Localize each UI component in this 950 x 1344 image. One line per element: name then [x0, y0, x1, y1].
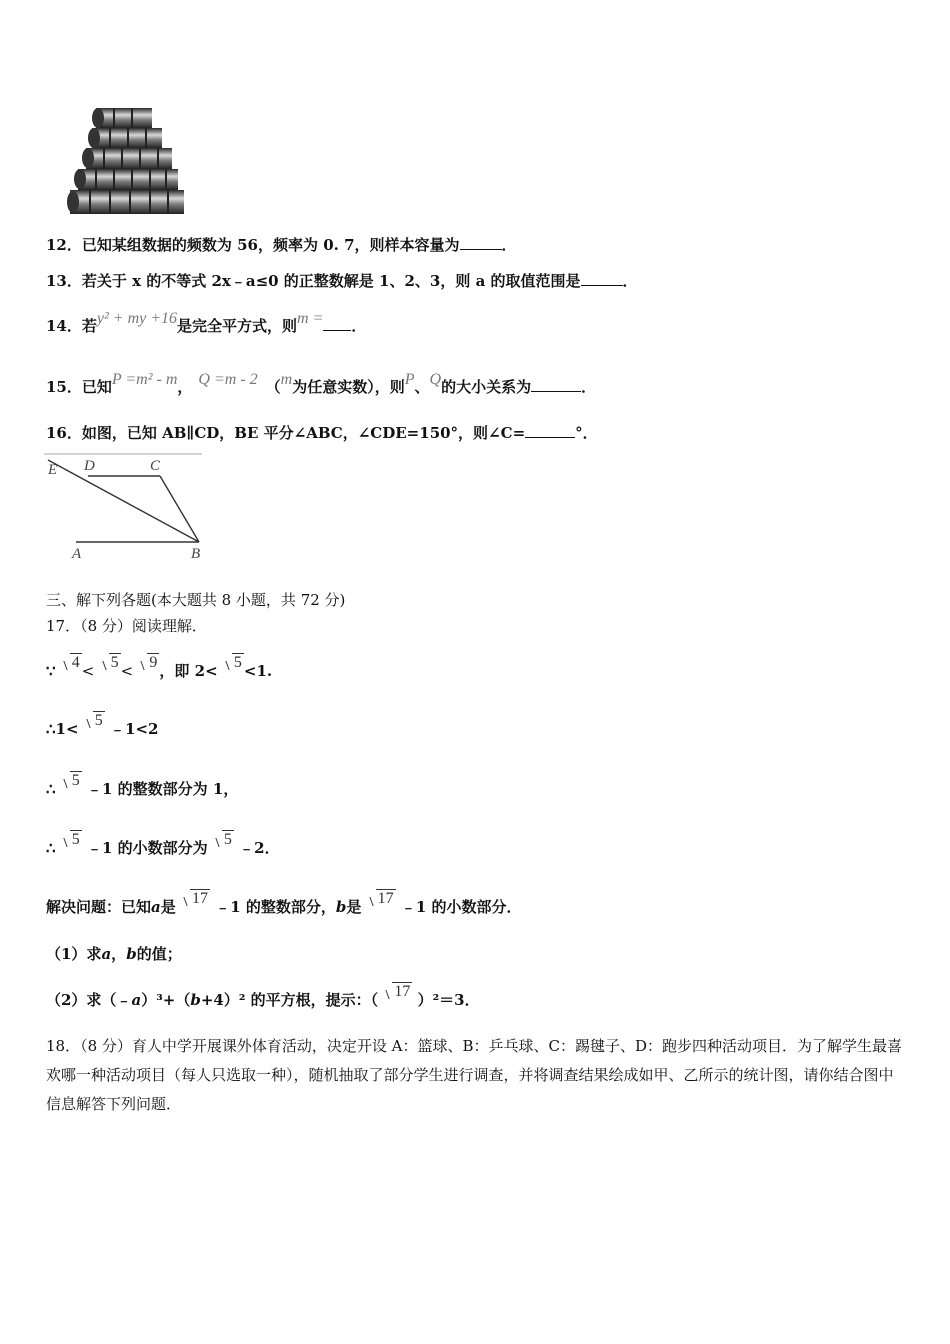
label-E: E: [48, 462, 58, 478]
answer-blank[interactable]: [323, 316, 351, 331]
label-A: A: [72, 546, 82, 562]
q17-line-2: ∴1< 5 ﹣1<2: [46, 712, 159, 738]
question-18: 18．（8 分）育人中学开展课外体育活动，决定开设 A：篮球、B：乒乓球、C：踢毽子、D：跑步四种活动项目．为了解学生最喜欢哪一种活动项目（每人只选取一种），随机抽取了部分学生进行调查，并将调查结果绘成如甲、乙所示的统计图，请你结合图中信息解答下列问题．: [46, 1037, 903, 1113]
q17-line-4: ∴ 5 ﹣1 的小数部分为 5 ﹣2．: [46, 831, 280, 857]
sqrt-expression: 4: [61, 652, 82, 674]
q17-part-2: （2）求（﹣a）³+（b+4）² 的平方根，提示：（ 17 ）²＝3．: [46, 983, 480, 1009]
q17-line-5: 解决问题：已知a是 17 ﹣1 的整数部分，b是 17 ﹣1 的小数部分．: [46, 890, 522, 916]
sqrt-expression: 17: [181, 888, 210, 910]
sqrt-expression: 17: [367, 888, 396, 910]
sqrt-expression: 5: [61, 770, 82, 792]
q17-line-3: ∴ 5 ﹣1 的整数部分为 1，: [46, 772, 239, 798]
answer-blank[interactable]: [581, 271, 623, 286]
label-D: D: [84, 458, 95, 474]
sqrt-expression: 17: [383, 981, 412, 1003]
math-variable: m: [280, 371, 293, 388]
sqrt-expression: 5: [223, 652, 244, 674]
sqrt-expression: 5: [84, 710, 105, 732]
question-16: 16．如图，已知 AB∥CD，BE 平分∠ABC，∠CDE=150°，则∠C= °．: [46, 424, 598, 442]
label-C: C: [150, 458, 161, 474]
answer-blank[interactable]: [531, 377, 581, 392]
pipe-row-2: [88, 128, 162, 148]
math-expression: Q =m - 2: [198, 371, 258, 388]
pipe-row-1: [92, 108, 152, 128]
sqrt-expression: 5: [61, 829, 82, 851]
question-17-heading: 17．（8 分）阅读理解．: [46, 617, 207, 635]
label-B: B: [191, 546, 201, 562]
section-title: 三、解下列各题(本大题共 8 小题，共 72 分): [46, 591, 346, 609]
sqrt-expression: 9: [138, 652, 159, 674]
q17-part-1: （1）求a，b的值；: [46, 945, 182, 963]
pipe-row-4: [74, 169, 178, 190]
math-variable: P: [404, 371, 415, 388]
geometry-figure: [44, 452, 206, 562]
answer-blank[interactable]: [460, 235, 502, 250]
question-12: 12．已知某组数据的频数为 56，频率为 0. 7，则样本容量为 ．: [46, 236, 517, 254]
math-expression: P =m² - m: [111, 371, 178, 388]
question-13: 13．若关于 x 的不等式 2x﹣a≤0 的正整数解是 1、2、3，则 a 的取值范围是 ．: [46, 272, 638, 290]
question-14: 14．若y² + my +16是完全平方式，则m = ．: [46, 310, 367, 335]
stacked-pipes-image: [66, 104, 190, 220]
answer-blank[interactable]: [525, 423, 575, 438]
q17-line-1: ∵ 4 < 5 < 9 ，即 2< 5 <1.: [46, 654, 273, 680]
math-expression: y² + my +16: [96, 310, 178, 327]
math-variable: m =: [297, 310, 324, 327]
math-variable: Q: [429, 371, 442, 388]
sqrt-expression: 5: [213, 829, 234, 851]
sqrt-expression: 5: [100, 652, 121, 674]
pipe-row-5: [67, 190, 184, 214]
question-15: 15．已知P =m² - m， Q =m - 2 （m为任意实数），则P、Q的大小关系为 ．: [46, 371, 597, 396]
segment-EB: [48, 460, 199, 542]
